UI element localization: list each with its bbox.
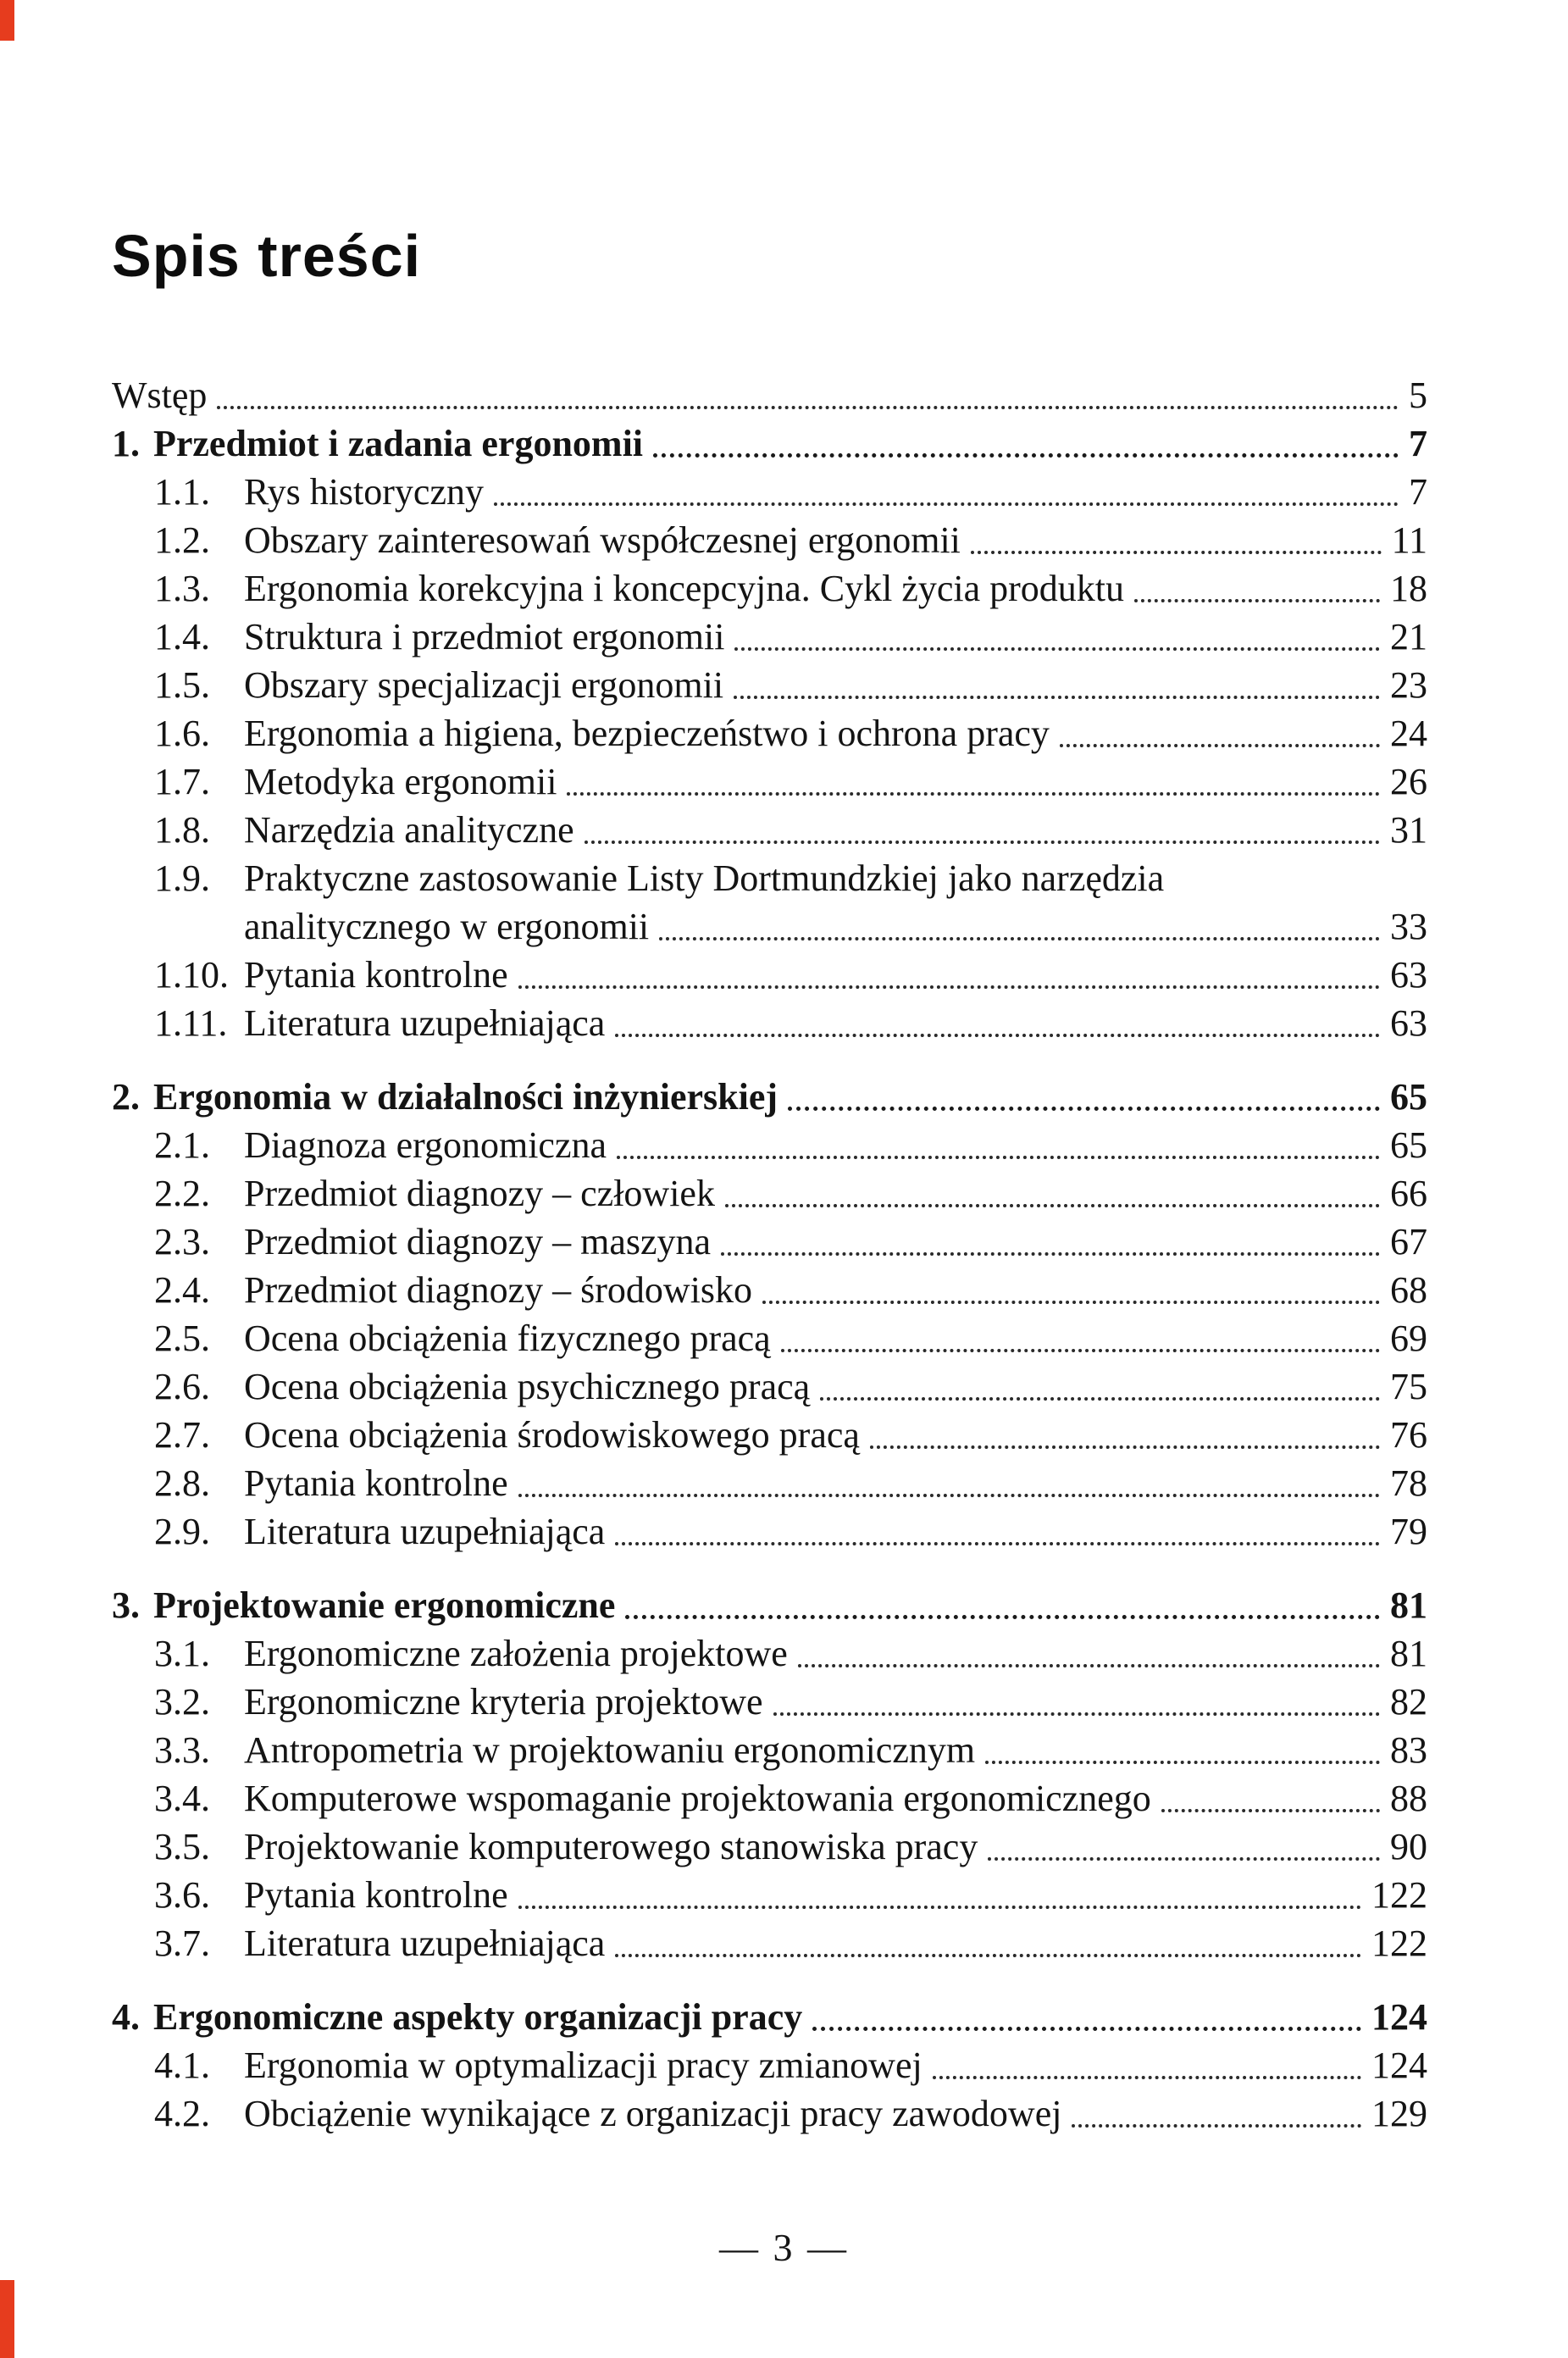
toc-entry	[112, 1507, 1427, 1556]
dotted-leader	[788, 1107, 1380, 1111]
toc-entry	[112, 709, 1427, 757]
toc-entry-label: Literatura uzupełniająca	[244, 1511, 606, 1552]
toc-entry-label: Przedmiot i zadania ergonomii	[153, 423, 644, 464]
toc-entry	[112, 419, 1427, 468]
toc-entry	[112, 371, 1427, 419]
toc-entry	[112, 999, 1427, 1047]
toc-entry	[112, 1459, 1427, 1507]
dotted-leader	[518, 1906, 1361, 1909]
toc-entry-label: Rys historyczny	[244, 471, 484, 513]
toc-entry-number: 2.8.	[154, 1462, 210, 1504]
toc-entry-number: 4.2.	[154, 2093, 210, 2134]
toc-entry-label: Struktura i przedmiot ergonomii	[244, 616, 725, 657]
toc-entry-number: 1.2.	[154, 519, 210, 561]
toc-entry-page: 129	[1371, 2093, 1427, 2134]
toc-entry-number: 2.9.	[154, 1511, 210, 1552]
dotted-leader	[615, 1034, 1380, 1037]
toc-entry-label: Pytania kontrolne	[244, 954, 508, 996]
toc-entry-label: Pytania kontrolne	[244, 1462, 508, 1504]
toc-entry-label: Narzędzia analityczne	[244, 809, 574, 851]
toc-entry	[112, 1362, 1427, 1411]
toc-entry	[112, 806, 1427, 854]
toc-entry-number: 2.4.	[154, 1269, 210, 1311]
toc-entry-page: 23	[1390, 664, 1427, 706]
dotted-leader	[781, 1349, 1380, 1352]
toc-entry	[112, 468, 1427, 516]
dotted-leader	[567, 792, 1380, 796]
dotted-leader	[985, 1761, 1380, 1764]
toc-entry-number: 4.	[112, 1996, 140, 2038]
page-title: Spis treści	[112, 223, 422, 289]
dotted-leader	[1060, 744, 1380, 747]
toc-entry-page: 79	[1390, 1511, 1427, 1552]
dotted-leader	[820, 1397, 1380, 1401]
dotted-leader	[812, 2027, 1361, 2031]
toc-entry	[112, 564, 1427, 613]
toc-entry-number: 2.7.	[154, 1414, 210, 1456]
toc-entry-page: 63	[1390, 1002, 1427, 1044]
toc-entry	[112, 1993, 1427, 2041]
toc-entry-label: Ocena obciążenia środowiskowego pracą	[244, 1414, 860, 1456]
toc-entry-label: Ergonomia w działalności inżynierskiej	[153, 1076, 778, 1118]
toc-entry-page: 82	[1390, 1681, 1427, 1723]
dotted-leader	[518, 985, 1380, 989]
toc-entry-number: 1.5.	[154, 664, 210, 706]
toc-entry-page: 7	[1409, 423, 1427, 464]
dotted-leader	[659, 937, 1380, 940]
dotted-leader	[725, 1204, 1380, 1207]
toc-content	[112, 222, 1427, 2138]
toc-entry-page: 63	[1390, 954, 1427, 996]
toc-entry-number: 1.11.	[154, 1002, 228, 1044]
toc-entry-page: 65	[1390, 1124, 1427, 1166]
toc-entry-page: 24	[1390, 713, 1427, 754]
dotted-leader	[653, 453, 1399, 458]
dotted-leader	[518, 1494, 1380, 1497]
toc-entry-number: 1.1.	[154, 471, 210, 513]
toc-entry-number: 3.2.	[154, 1681, 210, 1723]
toc-entry	[112, 2041, 1427, 2089]
toc-entry-label: Literatura uzupełniająca	[244, 1002, 606, 1044]
toc-entry	[112, 854, 1427, 902]
toc-entry	[112, 661, 1427, 709]
toc-entry-number: 2.	[112, 1076, 140, 1118]
dotted-leader	[773, 1712, 1380, 1716]
toc-entry-page: 90	[1390, 1826, 1427, 1867]
toc-entry-number: 1.9.	[154, 857, 210, 899]
toc-entry	[112, 1411, 1427, 1459]
toc-entry	[112, 1871, 1427, 1919]
toc-entry-number: 1.3.	[154, 568, 210, 609]
dotted-leader	[734, 696, 1380, 699]
toc-entry-page: 68	[1390, 1269, 1427, 1311]
toc-entry-page: 33	[1390, 906, 1427, 947]
toc-entry	[112, 1121, 1427, 1169]
toc-entry-label: Ocena obciążenia fizycznego pracą	[244, 1318, 771, 1359]
dotted-leader	[933, 2076, 1361, 2079]
dotted-leader	[798, 1664, 1380, 1667]
toc-entry-page: 124	[1371, 1996, 1427, 2038]
toc-entry-label: Wstęp	[112, 375, 208, 416]
toc-entry-page: 122	[1371, 1874, 1427, 1916]
toc-entry-number: 1.8.	[154, 809, 210, 851]
toc-entry-number: 3.4.	[154, 1778, 210, 1819]
toc-entry-number: 2.3.	[154, 1221, 210, 1262]
toc-entry-page: 31	[1390, 809, 1427, 851]
toc-entry-page: 69	[1390, 1318, 1427, 1359]
toc-entry-number: 2.5.	[154, 1318, 210, 1359]
toc-entry-number: 4.1.	[154, 2045, 210, 2086]
toc-entry	[112, 1726, 1427, 1774]
dotted-leader	[721, 1252, 1380, 1256]
toc-entry	[112, 1678, 1427, 1726]
toc-entry-label: Komputerowe wspomaganie projektowania ergonomicznego	[244, 1778, 1151, 1819]
toc-entry-label: Ocena obciążenia psychicznego pracą	[244, 1366, 811, 1407]
toc-entry	[112, 902, 1427, 951]
toc-entry	[112, 1823, 1427, 1871]
toc-entry-label: Ergonomiczne aspekty organizacji pracy	[153, 1996, 803, 2038]
toc-entry-label: Ergonomiczne założenia projektowe	[244, 1633, 788, 1674]
toc-entry-number: 3.7.	[154, 1922, 210, 1964]
dotted-leader	[971, 551, 1382, 554]
toc-entry-page: 76	[1390, 1414, 1427, 1456]
page-number-footer: — 3 —	[719, 2226, 849, 2269]
toc-entry-number: 3.5.	[154, 1826, 210, 1867]
toc-entry-page: 65	[1390, 1076, 1427, 1118]
toc-entry-page: 81	[1390, 1633, 1427, 1674]
scan-artifact-top	[0, 0, 14, 41]
toc-entry	[112, 1218, 1427, 1266]
toc-entry-page: 122	[1371, 1922, 1427, 1964]
toc-entry-label: Obciążenie wynikające z organizacji pracy zawodowej	[244, 2093, 1062, 2134]
dotted-leader	[615, 1542, 1380, 1545]
toc-entry-page: 7	[1409, 471, 1427, 513]
toc-entry-page: 21	[1390, 616, 1427, 657]
toc-entry-label: Metodyka ergonomii	[244, 761, 557, 802]
toc-entry-page: 18	[1390, 568, 1427, 609]
toc-entry-number: 1.10.	[154, 954, 229, 996]
toc-entry-number: 3.3.	[154, 1729, 210, 1771]
toc-entry	[112, 2089, 1427, 2138]
toc-entry-page: 67	[1390, 1221, 1427, 1262]
toc-entry	[112, 1629, 1427, 1678]
dotted-leader	[1134, 599, 1380, 602]
toc-entry-number: 1.	[112, 423, 140, 464]
dotted-leader	[1072, 2124, 1361, 2128]
dotted-leader	[734, 647, 1380, 651]
toc-entry-label: Przedmiot diagnozy – środowisko	[244, 1269, 753, 1311]
toc-entry	[112, 1919, 1427, 1967]
toc-entry-page: 124	[1371, 2045, 1427, 2086]
dotted-leader	[585, 841, 1380, 844]
toc-entry-page: 81	[1390, 1584, 1427, 1626]
toc-entry-label: Obszary zainteresowań współczesnej ergonomii	[244, 519, 961, 561]
dotted-leader	[494, 502, 1399, 506]
toc-entry-page: 75	[1390, 1366, 1427, 1407]
toc-entry-number: 2.1.	[154, 1124, 210, 1166]
toc-entry	[112, 951, 1427, 999]
toc-entry-label: Projektowanie ergonomiczne	[153, 1584, 616, 1626]
toc-entry-page: 11	[1391, 519, 1427, 561]
toc-entry-label: Praktyczne zastosowanie Listy Dortmundzkiej jako narzędzia	[244, 857, 1165, 899]
toc-entry-label: Projektowanie komputerowego stanowiska pracy	[244, 1826, 978, 1867]
toc-entry	[112, 1073, 1427, 1121]
toc-entry-label: Przedmiot diagnozy – człowiek	[244, 1173, 715, 1214]
dotted-leader	[217, 406, 1399, 409]
toc-entry-label: Pytania kontrolne	[244, 1874, 508, 1916]
dotted-leader	[617, 1156, 1380, 1159]
toc-entry-label: Antropometria w projektowaniu ergonomicznym	[244, 1729, 976, 1771]
toc-entry-page: 78	[1390, 1462, 1427, 1504]
scan-artifact-bottom	[0, 2280, 14, 2358]
toc-entry-number: 1.4.	[154, 616, 210, 657]
toc-entry-number: 3.	[112, 1584, 140, 1626]
toc-entry-number: 3.1.	[154, 1633, 210, 1674]
toc-entry-label: Literatura uzupełniająca	[244, 1922, 606, 1964]
toc-entry-page: 5	[1409, 375, 1427, 416]
toc-entry-number: 2.2.	[154, 1173, 210, 1214]
toc-entry-label: Ergonomiczne kryteria projektowe	[244, 1681, 763, 1723]
toc-entry-page: 83	[1390, 1729, 1427, 1771]
dotted-leader	[762, 1301, 1380, 1304]
toc-entry	[112, 1581, 1427, 1629]
toc-entry-number: 3.6.	[154, 1874, 210, 1916]
toc-entry	[112, 1169, 1427, 1218]
toc-entry-label: Obszary specjalizacji ergonomii	[244, 664, 724, 706]
toc-entry	[112, 516, 1427, 564]
dotted-leader	[615, 1954, 1361, 1957]
toc-entry-page: 88	[1390, 1778, 1427, 1819]
toc-entry	[112, 1314, 1427, 1362]
toc-entry	[112, 757, 1427, 806]
toc-entry-page: 66	[1390, 1173, 1427, 1214]
toc-entry-number: 1.6.	[154, 713, 210, 754]
toc-entry-label: Ergonomia a higiena, bezpieczeństwo i ochrona pracy	[244, 713, 1050, 754]
toc-entry-number: 2.6.	[154, 1366, 210, 1407]
toc-entry-label: Ergonomia w optymalizacji pracy zmianowej	[244, 2045, 923, 2086]
toc-entry-number: 1.7.	[154, 761, 210, 802]
toc-entry-label: Ergonomia korekcyjna i koncepcyjna. Cykl życia produktu	[244, 568, 1125, 609]
toc-entry-label: Diagnoza ergonomiczna	[244, 1124, 607, 1166]
toc-entry-label: analitycznego w ergonomii	[244, 906, 650, 947]
toc-entry-page: 26	[1390, 761, 1427, 802]
toc-entry-label: Przedmiot diagnozy – maszyna	[244, 1221, 712, 1262]
dotted-leader	[625, 1615, 1380, 1619]
dotted-leader	[988, 1857, 1380, 1861]
toc-entry	[112, 613, 1427, 661]
dotted-leader	[870, 1445, 1380, 1449]
toc-entry	[112, 1774, 1427, 1823]
dotted-leader	[1161, 1809, 1380, 1812]
toc-list	[112, 371, 1427, 2138]
toc-entry	[112, 1266, 1427, 1314]
